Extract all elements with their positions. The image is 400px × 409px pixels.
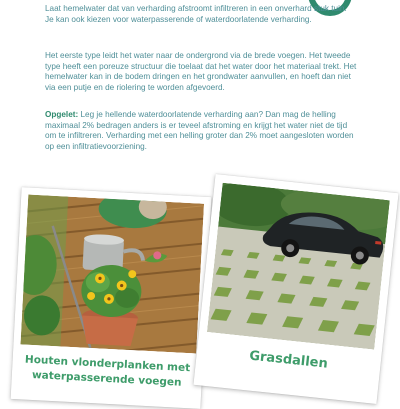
wooden-deck-photo [20, 195, 204, 354]
photo-card-wooden-deck [11, 187, 212, 409]
photo-card-grass-pavers [193, 174, 398, 404]
grass-pavers-illustration [207, 183, 390, 350]
paragraph-2: Het eerste type leidt het water naar de ondergrond via de brede voegen. Het tweede type heeft een poreuze structuur die toelaat dat het water door het materiaal trekt. Het hemelwater kan in de bodem dringen en het grondwater aanvullen, en hoeft dan niet via een putje en de riolering te worden afgevoerd. [45, 51, 357, 92]
warning-paragraph [45, 110, 357, 152]
wooden-deck-illustration [20, 195, 204, 354]
explanation-paragraph [45, 51, 357, 93]
note-label: Opgelet: [45, 110, 79, 119]
note-text [45, 110, 357, 152]
paragraph-1: Laat hemelwater dat van verharding afstroomt infiltreren in een onverhard stuk tuin. Je kan ook kiezen voor waterpasserende of waterdoorlatende verharding. [45, 4, 347, 24]
caption-wooden-deck: Houten vlonderplanken met waterpasserende voegen [24, 353, 191, 389]
note-body: Leg je hellende waterdoorlatende verharding aan? Dan mag de helling maximaal 2% bedragen anders is er teveel afstroming en krijgt het water niet de tijd om te infiltreren. Verharding met een helling groter dan 2% moet aangesloten worden op een infiltratievoorziening. [45, 110, 354, 151]
grass-pavers-photo [207, 183, 390, 350]
intro-paragraph [45, 4, 357, 25]
caption-grass-pavers: Grasdallen [248, 348, 329, 372]
